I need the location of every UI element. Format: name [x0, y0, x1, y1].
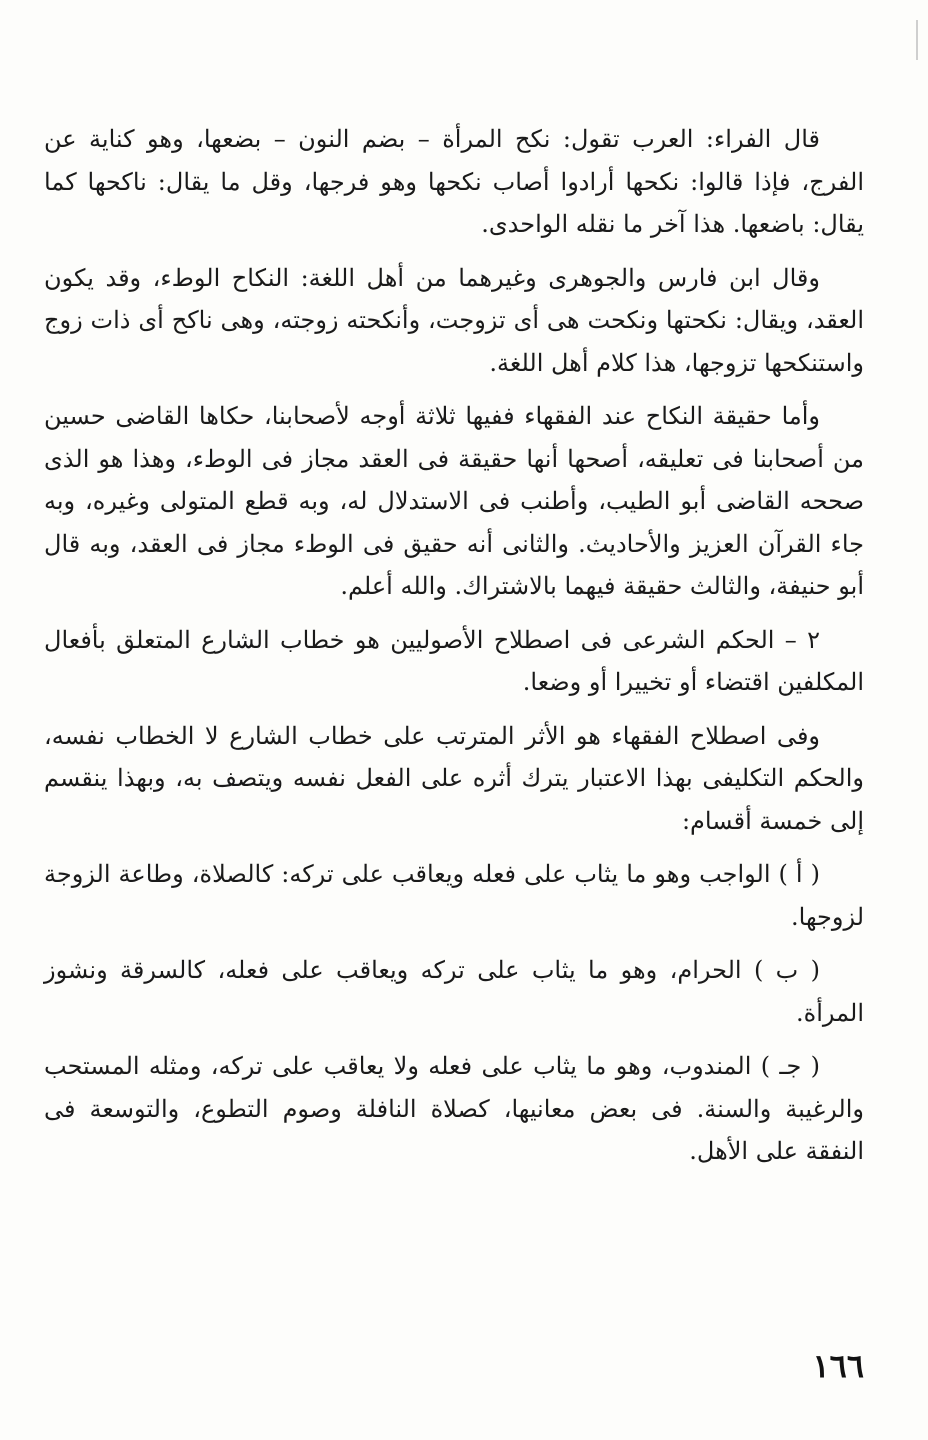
- paragraph-mandub: ( جـ ) المندوب، وهو ما يثاب على فعله ولا يعاقب على تركه، ومثله المستحب والرغيبة والسنة. فى بعض معانيها، كصلاة النافلة وصوم التطوع، والتوسعة فى النفقة على الأهل.: [44, 1052, 864, 1165]
- page-number: ١٦٦: [812, 1347, 864, 1385]
- paragraph-farra-definition: قال الفراء: العرب تقول: نكح المرأة – بضم النون – بضعها، وهو كناية عن الفرج، فإذا قالوا: نكحها أرادوا أصاب نكحها وهو فرجها، وقل ما يقال: ناكحها كما يقال: باضعها. هذا آخر ما نقله الواحدى.: [44, 125, 864, 238]
- paragraph-hukm-fuqaha: وفى اصطلاح الفقهاء هو الأثر المترتب على خطاب الشارع لا الخطاب نفسه، والحكم التكليفى بهذا الاعتبار يترك أثره على الفعل نفسه ويتصف به، وبهذا ينقسم إلى خمسة أقسام:: [44, 721, 864, 835]
- paragraph-fuqaha-definition: وأما حقيقة النكاح عند الفقهاء ففيها ثلاثة أوجه لأصحابنا، حكاها القاضى حسين من أصحابنا فى تعليقه، أصحها أنها حقيقة فى العقد مجاز فى الوطء، وهذا هو الذى صححه القاضى أبو الطيب، وأطنب فى الاستدلال له، وبه قطع المتولى وغيره، وبه جاء القرآن العزيز والأحاديث. والثانى أنه حقيق فى الوطء مجاز فى العقد، وبه قال أبو حنيفة، والثالث حقيقة فيهما بالاشتراك. والله أعلم.: [44, 402, 864, 600]
- page-edge-mark: [916, 20, 918, 60]
- body-text: [44, 118, 864, 1184]
- paragraph-wajib: ( أ ) الواجب وهو ما يثاب على فعله ويعاقب على تركه: كالصلاة، وطاعة الزوجة لزوجها.: [44, 860, 864, 931]
- paragraph-haram: ( ب ) الحرام، وهو ما يثاب على تركه ويعاقب على فعله، كالسرقة ونشوز المرأة.: [44, 956, 864, 1027]
- paragraph-ibn-faris-definition: وقال ابن فارس والجوهرى وغيرهما من أهل اللغة: النكاح الوطء، وقد يكون العقد، ويقال: نكحتها ونكحت هى أى تزوجت، وأنكحته زوجته، وهى ناكح أى ذات زوج واستنكحها تزوجها، هذا كلام أهل اللغة.: [44, 263, 864, 377]
- paragraph-hukm-usuliyyin: ٢ – الحكم الشرعى فى اصطلاح الأصوليين هو خطاب الشارع المتعلق بأفعال المكلفين اقتضاء أو تخييرا أو وضعا.: [44, 625, 864, 696]
